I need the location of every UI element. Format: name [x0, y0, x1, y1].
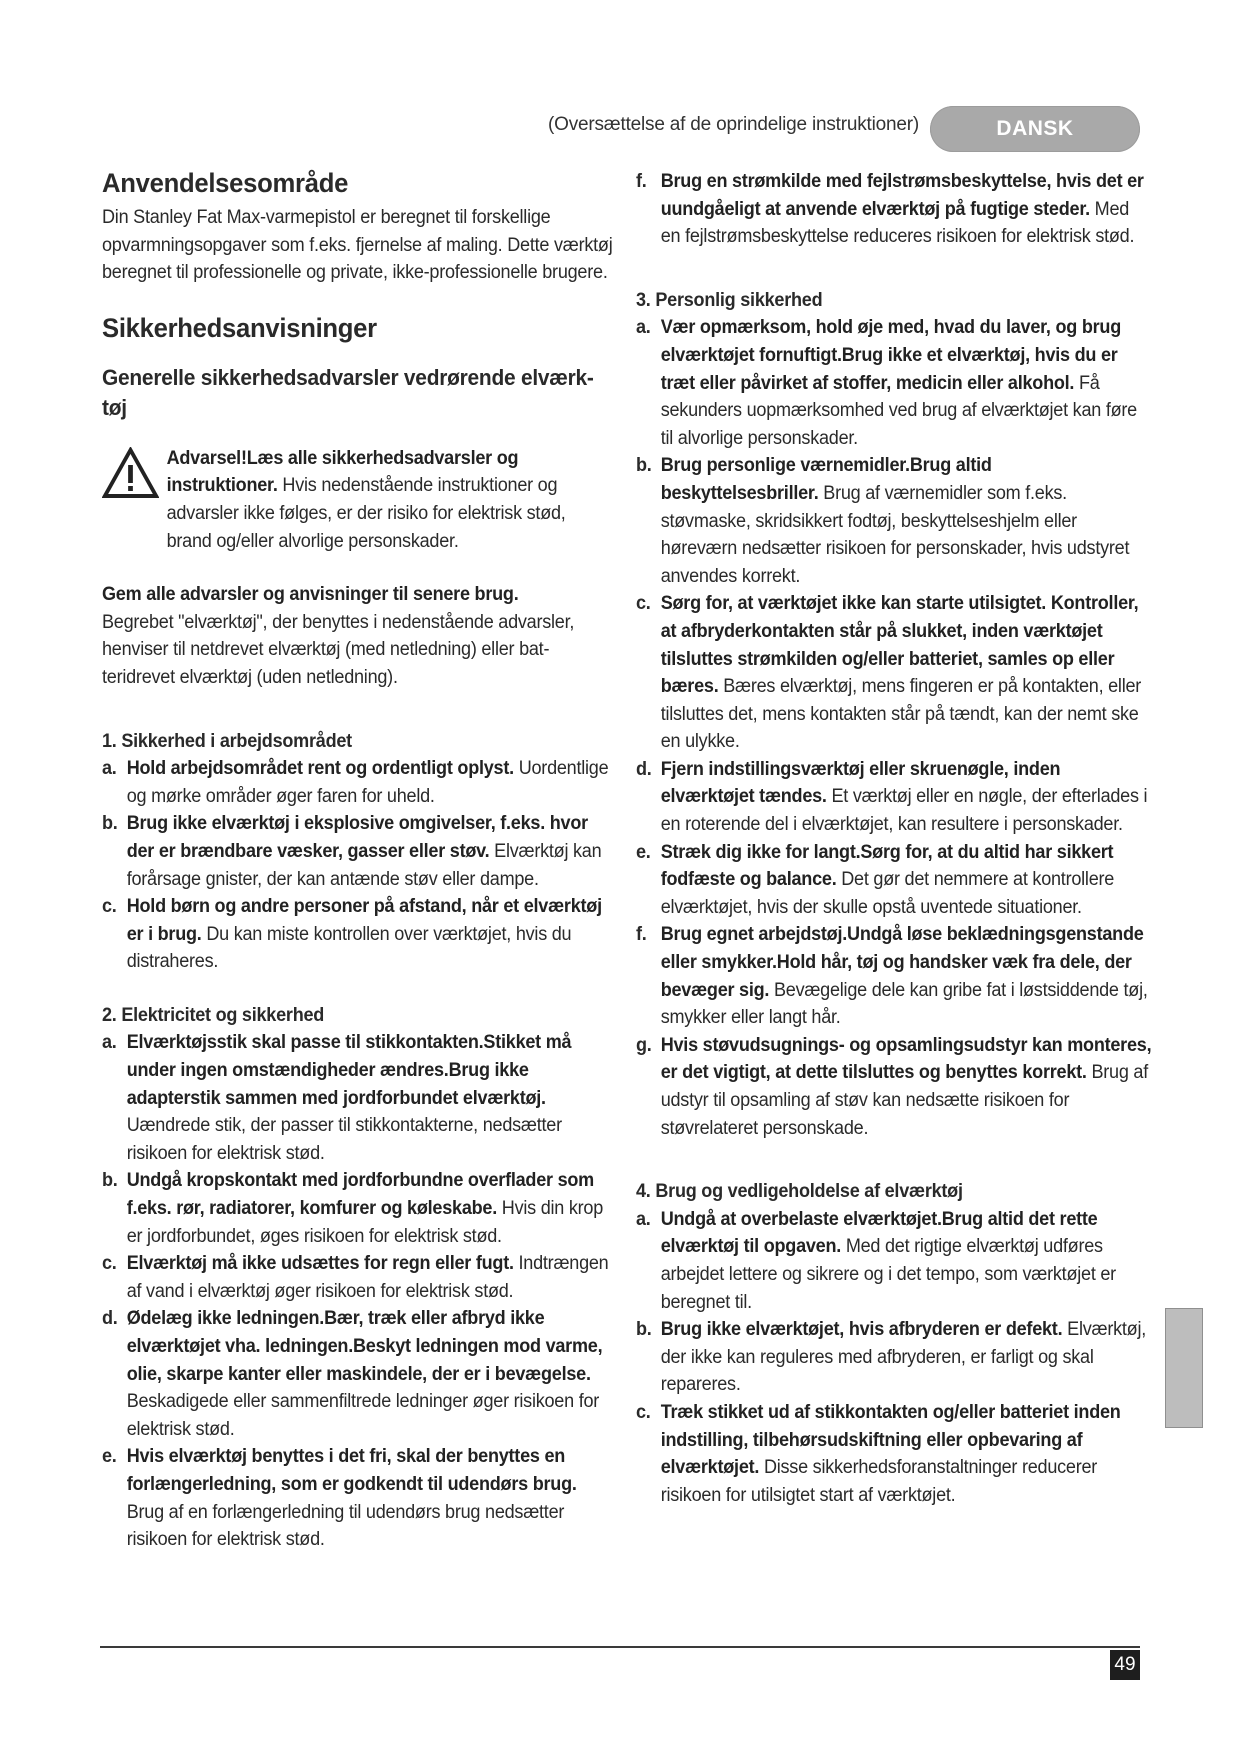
list-item [636, 1399, 1152, 1509]
item-label: a. [102, 1032, 117, 1054]
section-4-title: 4. Brug og vedligeholdelse af elværktøj [636, 1181, 963, 1203]
item-label: b. [102, 813, 118, 835]
item-text: Brug af en forlængerledning til udendørs brug nedsætter risikoen for elektrisk stød. [126, 1501, 565, 1551]
usage-text: Din Stanley Fat Max-varmepistol er beregnet til forskellige opvarmningsopgaver som f.eks. fjernelse af maling. Dette værktøj beregnet til professionelle og private, ikke-professionelle brugere. [102, 207, 613, 284]
list-item [102, 1305, 613, 1443]
item-text: Det gør det nemmere at kontrollere elværktøjet, hvis der skulle opstå uventede situationer. [660, 869, 1115, 918]
item-text: Elværktøj, der ikke kan reguleres med afbryderen, er farligt og skal repareres. [660, 1319, 1147, 1396]
item-bold: Elværktøjsstik skal passe til stikkontakten.Stikket må under ingen omstændigheder ændres.Brug ikke adapterstik sammen med jordforbundet elværktøj. [126, 1032, 572, 1109]
list-item [102, 1443, 613, 1553]
heading-safety: Sikkerhedsanvisninger [102, 312, 377, 343]
heading-usage: Anvendelsesområde [102, 168, 349, 198]
warning-body: Hvis nedenstående instruktioner og advarsler ikke følges, er der risiko for elektrisk stød, brand og/eller alvorlige personskader. [166, 475, 566, 552]
item-text: Få sekunders uopmærksomhed ved brug af elværktøjet kan føre til alvorlige personskader. [660, 372, 1137, 449]
item-text: Brug af udstyr til opsamling af støv kan nedsætte risikoen for støvrelateret personskade. [660, 1062, 1149, 1139]
page-number: 49 [1110, 1650, 1140, 1680]
footer-rule [100, 1646, 1140, 1648]
item-label: c. [102, 896, 117, 918]
item-label: b. [636, 455, 652, 477]
list-item [102, 893, 613, 976]
list-item [102, 810, 613, 893]
right-column [636, 168, 1152, 1509]
item-bold: Brug ikke elværktøj i eksplosive omgivelser, f.eks. hvor der er brændbare væsker, gasser eller støv. [126, 813, 588, 862]
item-bold: Hold børn og andre personer på afstand, når et elværktøj er i brug. [126, 896, 602, 945]
item-label: f. [636, 924, 647, 946]
side-thumb-tab [1165, 1308, 1203, 1428]
warning-triangle-icon [102, 447, 159, 499]
list-item [636, 314, 1152, 452]
save-bold: Gem alle advarsler og anvisninger til senere brug. [102, 584, 519, 606]
item-bold: Undgå at overbelaste elværktøjet.Brug altid det rette elværktøj til opgaven. [660, 1208, 1098, 1258]
warning-text [102, 445, 613, 555]
list-item [636, 1316, 1152, 1399]
item-bold: Træk stikket ud af stikkontakten og/eller batteriet inden indstilling, tilbehørsudskiftning eller opbevaring af elværktøjet. [660, 1401, 1121, 1479]
item-label: c. [102, 1253, 117, 1275]
item-bold: Hvis støvudsugnings- og opsamlingsudstyr kan monteres, er det vigtigt, at dette tilsluttes og benyttes korrekt. [660, 1034, 1152, 1084]
left-column [102, 168, 613, 1554]
item-text: Bevægelige dele kan gribe fat i løstsiddende tøj, smykker eller langt hår. [660, 979, 1148, 1029]
section-1-title: 1. Sikkerhed i arbejdsområdet [102, 730, 352, 752]
header-subtitle: (Oversættelse af de oprindelige instruktioner) [548, 114, 919, 135]
save-text: Begrebet "elværktøj", der benyttes i nedenstående advarsler, henviser til netdrevet elværktøj (med netledning) eller bat-teridrevet elværktøj (uden netledning). [102, 611, 575, 688]
item-label: c. [636, 1401, 651, 1423]
list-item [636, 590, 1152, 756]
item-bold: Elværktøj må ikke udsættes for regn eller fugt. [126, 1253, 514, 1275]
list-item [636, 921, 1152, 1031]
item-label: a. [636, 1208, 651, 1230]
item-bold: Fjern indstillingsværktøj eller skruenøgle, inden elværktøjet tændes. [660, 758, 1061, 808]
warning-bold: Advarsel!Læs alle sikkerhedsadvarsler og instruktioner. [166, 447, 519, 497]
item-text: Med det rigtige elværktøj udføres arbejdet lettere og sikrere og i det tempo, som værktøjet er beregnet til. [660, 1236, 1116, 1313]
item-label: d. [636, 758, 652, 780]
item-label: b. [636, 1319, 652, 1341]
item-label: e. [636, 841, 651, 863]
language-badge [930, 106, 1140, 152]
item-bold: Vær opmærksom, hold øje med, hvad du laver, og brug elværktøjet fornuftigt.Brug ikke et elværktøj, hvis du er træt eller påvirket af stoffer, medicin eller alkohol. [660, 317, 1121, 394]
item-text: Med en fejlstrømsbeskyttelse reduceres risikoen for elektrisk stød. [660, 198, 1135, 248]
item-bold: Hvis elværktøj benyttes i det fri, skal der benyttes en forlængerledning, som er godkendt til udendørs brug. [126, 1446, 577, 1495]
item-bold: Ødelæg ikke ledningen.Bær, træk eller afbryd ikke elværktøjet vha. ledningen.Beskyt ledningen mod varme, olie, skarpe kanter eller maskindele, der er i bevægelse. [126, 1308, 603, 1385]
list-item [636, 1032, 1152, 1142]
item-text: Hvis din krop er jordforbundet, øges risikoen for elektrisk stød. [126, 1198, 604, 1247]
item-label: a. [636, 317, 651, 339]
list-item [636, 1206, 1152, 1316]
list-item [102, 1250, 613, 1305]
list-item [102, 1029, 613, 1167]
item-label: b. [102, 1170, 118, 1192]
section-2-title: 2. Elektricitet og sikkerhed [102, 1004, 325, 1026]
item-label: d. [102, 1308, 118, 1330]
item-label: f. [636, 171, 647, 192]
list-item [636, 756, 1152, 839]
item-bold: Hold arbejdsområdet rent og ordentligt oplyst. [126, 758, 514, 780]
language-label: DANSK [996, 117, 1074, 140]
item-text: Uordentlige og mørke områder øger faren for uheld. [126, 758, 609, 807]
item-bold: Sørg for, at værktøjet ikke kan starte utilsigtet. Kontroller, at afbryderkontakten står på slukket, inden værktøjet tilsluttes strømkilden og/eller batteriet, samles op eller bæres. [660, 593, 1139, 698]
item-label: e. [102, 1446, 117, 1468]
heading-general-warnings: Generelle sikkerhedsadvarsler vedrørende elværk-tøj [102, 364, 594, 420]
item-text: Indtrængen af vand i elværktøj øger risikoen for elektrisk stød. [126, 1253, 609, 1302]
item-text: Bæres elværktøj, mens fingeren er på kontakten, eller tilsluttes det, mens kontakten står på tændt, kan der nemt ske en ulykke. [660, 676, 1142, 753]
item-bold: Brug egnet arbejdstøj.Undgå løse beklædningsgenstande eller smykker.Hold hår, tøj og handsker væk fra dele, der bevæger sig. [660, 924, 1144, 1001]
warning-block [102, 445, 613, 555]
item-label: g. [636, 1034, 652, 1056]
list-item [102, 755, 613, 810]
item-text: Et værktøj eller en nøgle, der efterlades i en roterende del i elværktøjet, kan resultere i personskader. [660, 786, 1148, 836]
item-bold: Brug personlige værnemidler.Brug altid beskyttelsesbriller. [660, 455, 992, 504]
list-item [636, 452, 1152, 590]
item-text: Uændrede stik, der passer til stikkontakterne, nedsætter risikoen for elektrisk stød. [126, 1115, 562, 1164]
save-instructions [102, 581, 613, 691]
item-bold: Brug en strømkilde med fejlstrømsbeskyttelse, hvis det er uundgåeligt at anvende elværktøj på fugtige steder. [660, 171, 1144, 220]
item-label: c. [636, 593, 651, 615]
item-bold: Undgå kropskontakt med jordforbundne overflader som f.eks. rør, radiatorer, komfurer og køleskabe. [126, 1170, 594, 1220]
item-label: a. [102, 758, 117, 780]
item-text: Disse sikkerhedsforanstaltninger reducerer risikoen for utilsigtet start af værktøjet. [660, 1457, 1098, 1506]
item-text: Brug af værnemidler som f.eks. støvmaske, skridsikkert fodtøj, beskyttelseshjelm eller høreværn nedsætter risikoen for personskader, hvis udstyret anvendes korrekt. [660, 482, 1130, 587]
item-text: Elværktøj kan forårsage gnister, der kan antænde støv eller dampe. [126, 840, 602, 890]
item-bold: Stræk dig ikke for langt.Sørg for, at du altid har sikkert fodfæste og balance. [660, 841, 1114, 891]
item-text: Beskadigede eller sammenfiltrede ledninger øger risikoen for elektrisk stød. [126, 1391, 600, 1440]
item-bold: Brug ikke elværktøjet, hvis afbryderen er defekt. [660, 1319, 1063, 1341]
item-text: Du kan miste kontrollen over værktøjet, hvis du distraheres. [126, 923, 572, 973]
section-3-title: 3. Personlig sikkerhed [636, 289, 823, 311]
list-item [102, 1167, 613, 1250]
list-item [636, 168, 1152, 251]
list-item [636, 839, 1152, 922]
